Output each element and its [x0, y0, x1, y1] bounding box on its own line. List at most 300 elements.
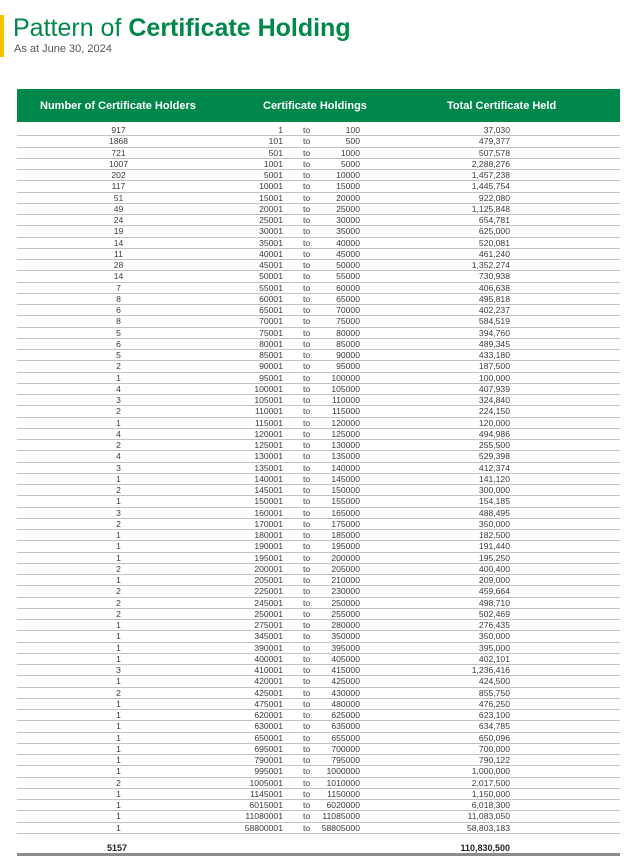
holding-from-cell: 70001 — [259, 316, 283, 327]
holders-cell: 8 — [116, 316, 121, 327]
holders-cell: 1 — [116, 800, 121, 810]
table-row — [17, 519, 620, 530]
total-held-cell: 350,000 — [478, 518, 510, 529]
table-row — [17, 339, 620, 350]
table-row — [17, 733, 620, 744]
total-held-cell: 402,237 — [478, 305, 510, 315]
table-row — [17, 778, 620, 789]
holding-from-cell: 475001 — [254, 698, 283, 709]
table-row — [17, 148, 620, 159]
total-held-cell: 37,030 — [483, 125, 510, 135]
holders-cell: 1007 — [108, 158, 129, 169]
table-row — [17, 654, 620, 665]
holders-cell: 721 — [111, 147, 126, 158]
holding-from-cell: 1001 — [263, 158, 283, 169]
holding-from-cell: 630001 — [254, 721, 283, 732]
holding-from-cell: 6015001 — [249, 800, 283, 810]
holding-to-cell: 90000 — [336, 350, 360, 360]
total-held-cell: 1,445,754 — [471, 181, 510, 192]
total-held-cell: 790,122 — [478, 755, 510, 765]
total-held-cell: 476,250 — [478, 698, 510, 709]
holding-to-cell: 205000 — [331, 563, 360, 574]
total-held-cell: 120,000 — [478, 417, 510, 428]
table-row — [17, 676, 620, 687]
holding-to-cell: 120000 — [331, 417, 360, 428]
holding-to-cell: 255000 — [331, 608, 360, 619]
total-held-cell: 402,101 — [478, 653, 510, 664]
total-held-cell: 58,803,183 — [466, 822, 510, 833]
holding-to-cell: 110000 — [331, 395, 360, 405]
table-row — [17, 811, 620, 822]
holders-cell: 4 — [116, 451, 121, 462]
to-label: to — [303, 316, 311, 327]
table-row — [17, 575, 620, 586]
holding-from-cell: 1145001 — [250, 788, 283, 799]
to-label: to — [303, 530, 311, 540]
total-held-cell: 141,120 — [478, 473, 510, 484]
to-label: to — [303, 777, 311, 788]
holders-cell: 1 — [116, 620, 121, 630]
total-held-cell: 2,288,276 — [471, 158, 510, 169]
holding-from-cell: 170001 — [254, 518, 283, 529]
to-label: to — [303, 293, 311, 304]
to-label: to — [303, 653, 311, 664]
table-row — [17, 328, 620, 339]
table-row — [17, 553, 620, 564]
total-held-cell: 461,240 — [478, 248, 510, 259]
holders-cell: 5 — [116, 350, 121, 360]
holders-cell: 1 — [116, 766, 121, 777]
holding-from-cell: 45001 — [259, 260, 283, 270]
holders-cell: 3 — [116, 665, 121, 675]
to-label: to — [303, 631, 311, 642]
total-held-cell: 479,377 — [478, 136, 510, 147]
holders-cell: 1 — [116, 631, 121, 642]
holders-cell: 8 — [116, 293, 121, 304]
to-label: to — [303, 338, 311, 349]
title-accent-bar — [0, 15, 4, 57]
total-held-cell: 224,150 — [478, 406, 510, 417]
holders-cell: 4 — [116, 383, 121, 394]
to-label: to — [303, 698, 311, 709]
holding-to-cell: 30000 — [336, 215, 360, 225]
holders-cell: 19 — [113, 226, 124, 237]
table-row — [17, 823, 620, 834]
holders-cell: 1868 — [108, 136, 129, 147]
holding-to-cell: 655000 — [331, 732, 360, 743]
total-held-cell: 395,000 — [478, 642, 510, 653]
to-label: to — [303, 755, 311, 765]
holding-from-cell: 250001 — [254, 608, 283, 619]
to-label: to — [303, 428, 311, 439]
holding-from-cell: 55001 — [259, 282, 283, 293]
page-title — [13, 13, 351, 43]
holding-to-cell: 75000 — [336, 316, 360, 327]
holding-from-cell: 695001 — [254, 743, 283, 754]
table-row — [17, 215, 620, 226]
to-label: to — [303, 822, 311, 833]
to-label: to — [303, 203, 311, 214]
to-label: to — [303, 361, 311, 372]
holders-cell: 51 — [113, 192, 124, 203]
holding-from-cell: 65001 — [259, 305, 283, 315]
table-row — [17, 406, 620, 417]
total-held-cell: 459,664 — [478, 586, 510, 597]
holding-to-cell: 50000 — [336, 260, 360, 270]
to-label: to — [303, 788, 311, 799]
total-held-cell: 182,500 — [478, 530, 510, 540]
table-row — [17, 800, 620, 811]
table-row — [17, 598, 620, 609]
holders-cell: 1 — [116, 743, 121, 754]
to-label: to — [303, 158, 311, 169]
holders-cell: 1 — [116, 642, 121, 653]
table-row — [17, 451, 620, 462]
holding-to-cell: 125000 — [331, 428, 360, 439]
to-label: to — [303, 327, 311, 338]
holding-from-cell: 105001 — [254, 395, 283, 405]
total-held-cell: 623,100 — [478, 710, 510, 720]
total-held-cell: 424,500 — [478, 676, 510, 687]
table-row — [17, 631, 620, 642]
holders-cell: 202 — [111, 170, 126, 180]
to-label: to — [303, 721, 311, 732]
to-label: to — [303, 136, 311, 147]
to-label: to — [303, 170, 311, 180]
holding-to-cell: 85000 — [336, 338, 360, 349]
holding-from-cell: 150001 — [254, 496, 283, 507]
to-label: to — [303, 226, 311, 237]
holding-to-cell: 625000 — [331, 710, 360, 720]
to-label: to — [303, 732, 311, 743]
holding-to-cell: 480000 — [331, 698, 360, 709]
to-label: to — [303, 440, 311, 450]
total-held-cell: 100,000 — [478, 372, 510, 383]
holders-cell: 1 — [116, 530, 121, 540]
total-held-cell: 187,500 — [478, 361, 510, 372]
holders-cell: 1 — [116, 732, 121, 743]
table-body — [17, 125, 620, 834]
table-row — [17, 316, 620, 327]
holding-to-cell: 35000 — [336, 226, 360, 237]
to-label: to — [303, 147, 311, 158]
to-label: to — [303, 271, 311, 282]
table-row — [17, 699, 620, 710]
holding-from-cell: 5001 — [263, 170, 283, 180]
holding-from-cell: 30001 — [259, 226, 283, 237]
total-held-cell: 412,374 — [478, 462, 510, 473]
table-row — [17, 766, 620, 777]
holding-from-cell: 650001 — [254, 732, 283, 743]
holding-to-cell: 1000000 — [326, 766, 360, 777]
holding-to-cell: 280000 — [331, 620, 360, 630]
holding-to-cell: 60000 — [336, 282, 360, 293]
holding-to-cell: 20000 — [336, 192, 360, 203]
table-row — [17, 125, 620, 136]
holders-cell: 1 — [116, 698, 121, 709]
total-held-cell: 730,938 — [478, 271, 510, 282]
holding-to-cell: 195000 — [331, 541, 360, 552]
holding-from-cell: 15001 — [259, 192, 283, 203]
total-held-cell: 650,096 — [478, 732, 510, 743]
holding-to-cell: 1010000 — [326, 777, 360, 788]
holders-cell: 14 — [113, 271, 124, 282]
holding-from-cell: 130001 — [254, 451, 283, 462]
holders-cell: 2 — [116, 440, 121, 450]
to-label: to — [303, 541, 311, 552]
to-label: to — [303, 451, 311, 462]
holding-from-cell: 11080001 — [245, 811, 283, 822]
total-held-cell: 700,000 — [478, 743, 510, 754]
holding-to-cell: 80000 — [336, 327, 360, 338]
holding-to-cell: 165000 — [331, 507, 360, 518]
table-row — [17, 350, 620, 361]
total-row — [17, 842, 620, 856]
to-label: to — [303, 485, 311, 495]
table-row — [17, 496, 620, 507]
holding-to-cell: 405000 — [331, 653, 360, 664]
table-row — [17, 238, 620, 249]
to-label: to — [303, 473, 311, 484]
to-label: to — [303, 260, 311, 270]
table-row — [17, 271, 620, 282]
to-label: to — [303, 766, 311, 777]
holding-to-cell: 635000 — [331, 721, 360, 732]
total-held-cell: 209,000 — [478, 575, 510, 585]
total-held-cell: 1,352,274 — [471, 260, 510, 270]
holding-from-cell: 125001 — [254, 440, 283, 450]
holders-cell: 28 — [113, 260, 124, 270]
total-held-cell: 191,440 — [478, 541, 510, 552]
to-label: to — [303, 248, 311, 259]
to-label: to — [303, 620, 311, 630]
table-row — [17, 305, 620, 316]
column-header-holders: Number of Certificate Holders — [40, 100, 196, 112]
table-row — [17, 193, 620, 204]
holders-cell: 2 — [116, 485, 121, 495]
holders-cell: 7 — [116, 282, 121, 293]
holding-from-cell: 190001 — [254, 541, 283, 552]
holding-from-cell: 205001 — [254, 575, 283, 585]
to-label: to — [303, 608, 311, 619]
to-label: to — [303, 383, 311, 394]
total-held-cell: 489,345 — [478, 338, 510, 349]
total-held-cell: 433,180 — [478, 350, 510, 360]
table-row — [17, 721, 620, 732]
total-held-cell: 625,000 — [478, 226, 510, 237]
table-row — [17, 485, 620, 496]
holders-cell: 2 — [116, 563, 121, 574]
holders-cell: 24 — [113, 215, 124, 225]
total-held-cell: 195,250 — [478, 552, 510, 563]
holding-to-cell: 65000 — [336, 293, 360, 304]
total-held-cell: 407,939 — [478, 383, 510, 394]
holding-from-cell: 85001 — [259, 350, 283, 360]
to-label: to — [303, 800, 311, 810]
total-held-cell: 507,578 — [478, 147, 510, 158]
holding-to-cell: 10000 — [336, 170, 360, 180]
holding-to-cell: 100 — [345, 125, 360, 135]
table-row — [17, 361, 620, 372]
table-row — [17, 226, 620, 237]
total-held-cell: 494,986 — [478, 428, 510, 439]
holders-cell: 1 — [116, 755, 121, 765]
holders-cell: 1 — [116, 811, 121, 822]
table-row — [17, 429, 620, 440]
table-row — [17, 508, 620, 519]
holding-to-cell: 145000 — [331, 473, 360, 484]
holding-from-cell: 200001 — [254, 563, 283, 574]
table-row — [17, 530, 620, 541]
holding-to-cell: 58805000 — [321, 822, 360, 833]
holders-cell: 3 — [116, 507, 121, 518]
holding-from-cell: 145001 — [254, 485, 283, 495]
to-label: to — [303, 305, 311, 315]
holders-cell: 1 — [116, 575, 121, 585]
holders-cell: 3 — [116, 462, 121, 473]
holding-from-cell: 110001 — [254, 406, 283, 417]
to-label: to — [303, 237, 311, 248]
holding-to-cell: 500 — [345, 136, 360, 147]
holding-to-cell: 5000 — [340, 158, 360, 169]
holders-cell: 1 — [116, 372, 121, 383]
table-row — [17, 541, 620, 552]
holding-to-cell: 155000 — [331, 496, 360, 507]
holders-cell: 3 — [116, 395, 121, 405]
to-label: to — [303, 743, 311, 754]
table-row — [17, 249, 620, 260]
holders-cell: 11 — [114, 248, 123, 259]
holders-cell: 49 — [113, 203, 124, 214]
holding-to-cell: 230000 — [331, 586, 360, 597]
holding-from-cell: 35001 — [259, 237, 283, 248]
holding-from-cell: 75001 — [259, 327, 283, 338]
table-row — [17, 204, 620, 215]
table-row — [17, 418, 620, 429]
holders-cell: 1 — [116, 496, 121, 507]
holding-to-cell: 40000 — [336, 237, 360, 248]
to-label: to — [303, 642, 311, 653]
total-held-cell: 400,400 — [478, 563, 510, 574]
to-label: to — [303, 665, 311, 675]
holding-from-cell: 345001 — [254, 631, 283, 642]
holders-cell: 1 — [116, 653, 121, 664]
page-subtitle: As at June 30, 2024 — [14, 43, 112, 55]
holders-cell: 5 — [116, 327, 121, 338]
holding-from-cell: 790001 — [254, 755, 283, 765]
total-held-cell: 520,081 — [478, 237, 510, 248]
holders-cell: 1 — [116, 822, 121, 833]
table-row — [17, 260, 620, 271]
holding-to-cell: 425000 — [331, 676, 360, 687]
table-row — [17, 170, 620, 181]
holding-from-cell: 400001 — [254, 653, 283, 664]
to-label: to — [303, 372, 311, 383]
holding-from-cell: 60001 — [259, 293, 283, 304]
total-held-cell: 502,469 — [478, 608, 510, 619]
table-row — [17, 395, 620, 406]
holding-to-cell: 415000 — [331, 665, 360, 675]
holding-from-cell: 101 — [268, 136, 283, 147]
holding-from-cell: 425001 — [254, 687, 283, 698]
holding-from-cell: 90001 — [259, 361, 283, 372]
holders-cell: 2 — [116, 361, 121, 372]
total-held-cell: 2,017,500 — [471, 777, 510, 788]
holding-from-cell: 1 — [278, 125, 283, 135]
to-label: to — [303, 597, 311, 608]
holding-from-cell: 95001 — [259, 372, 283, 383]
holding-to-cell: 700000 — [331, 743, 360, 754]
to-label: to — [303, 181, 311, 192]
column-header-holdings: Certificate Holdings — [263, 100, 367, 112]
total-held-cell: 406,638 — [478, 282, 510, 293]
to-label: to — [303, 395, 311, 405]
to-label: to — [303, 518, 311, 529]
total-held-cell: 922,080 — [478, 192, 510, 203]
holding-to-cell: 70000 — [336, 305, 360, 315]
holders-cell: 6 — [116, 305, 121, 315]
total-held-cell: 300,000 — [478, 485, 510, 495]
total-held-cell: 350,000 — [478, 631, 510, 642]
total-held-cell: 488,495 — [478, 507, 510, 518]
to-label: to — [303, 586, 311, 597]
table-row — [17, 564, 620, 575]
total-held-cell: 654,781 — [478, 215, 510, 225]
total-certificates-held: 110,830,500 — [460, 843, 510, 853]
table-row — [17, 586, 620, 597]
table-row — [17, 688, 620, 699]
to-label: to — [303, 563, 311, 574]
to-label: to — [303, 462, 311, 473]
to-label: to — [303, 552, 311, 563]
holding-from-cell: 225001 — [254, 586, 283, 597]
holding-to-cell: 130000 — [331, 440, 360, 450]
holding-from-cell: 140001 — [254, 473, 283, 484]
holding-to-cell: 135000 — [331, 451, 360, 462]
to-label: to — [303, 417, 311, 428]
total-held-cell: 584,519 — [478, 316, 510, 327]
table-row — [17, 755, 620, 766]
holders-cell: 2 — [116, 777, 121, 788]
holding-from-cell: 1005001 — [249, 777, 283, 788]
total-held-cell: 498,710 — [478, 597, 510, 608]
table-row — [17, 609, 620, 620]
total-held-cell: 1,236,416 — [471, 665, 510, 675]
holders-cell: 14 — [113, 237, 124, 248]
holding-from-cell: 40001 — [259, 248, 283, 259]
holders-cell: 917 — [111, 125, 126, 135]
page-title-bold: Certificate Holding — [128, 14, 351, 42]
table-row — [17, 789, 620, 800]
holding-to-cell: 45000 — [336, 248, 360, 259]
holding-from-cell: 410001 — [254, 665, 283, 675]
holding-from-cell: 20001 — [259, 203, 283, 214]
holders-cell: 2 — [116, 597, 121, 608]
holders-cell: 1 — [116, 541, 121, 552]
holders-cell: 1 — [116, 473, 121, 484]
total-holders: 5157 — [107, 843, 128, 853]
total-held-cell: 324,840 — [478, 395, 510, 405]
holding-from-cell: 390001 — [254, 642, 283, 653]
table-row — [17, 384, 620, 395]
table-row — [17, 283, 620, 294]
total-held-cell: 11,083,050 — [467, 811, 510, 822]
holding-from-cell: 25001 — [259, 215, 283, 225]
table-row — [17, 440, 620, 451]
total-held-cell: 1,457,238 — [471, 170, 510, 180]
total-held-cell: 634,785 — [478, 721, 510, 732]
holders-cell: 1 — [116, 552, 121, 563]
